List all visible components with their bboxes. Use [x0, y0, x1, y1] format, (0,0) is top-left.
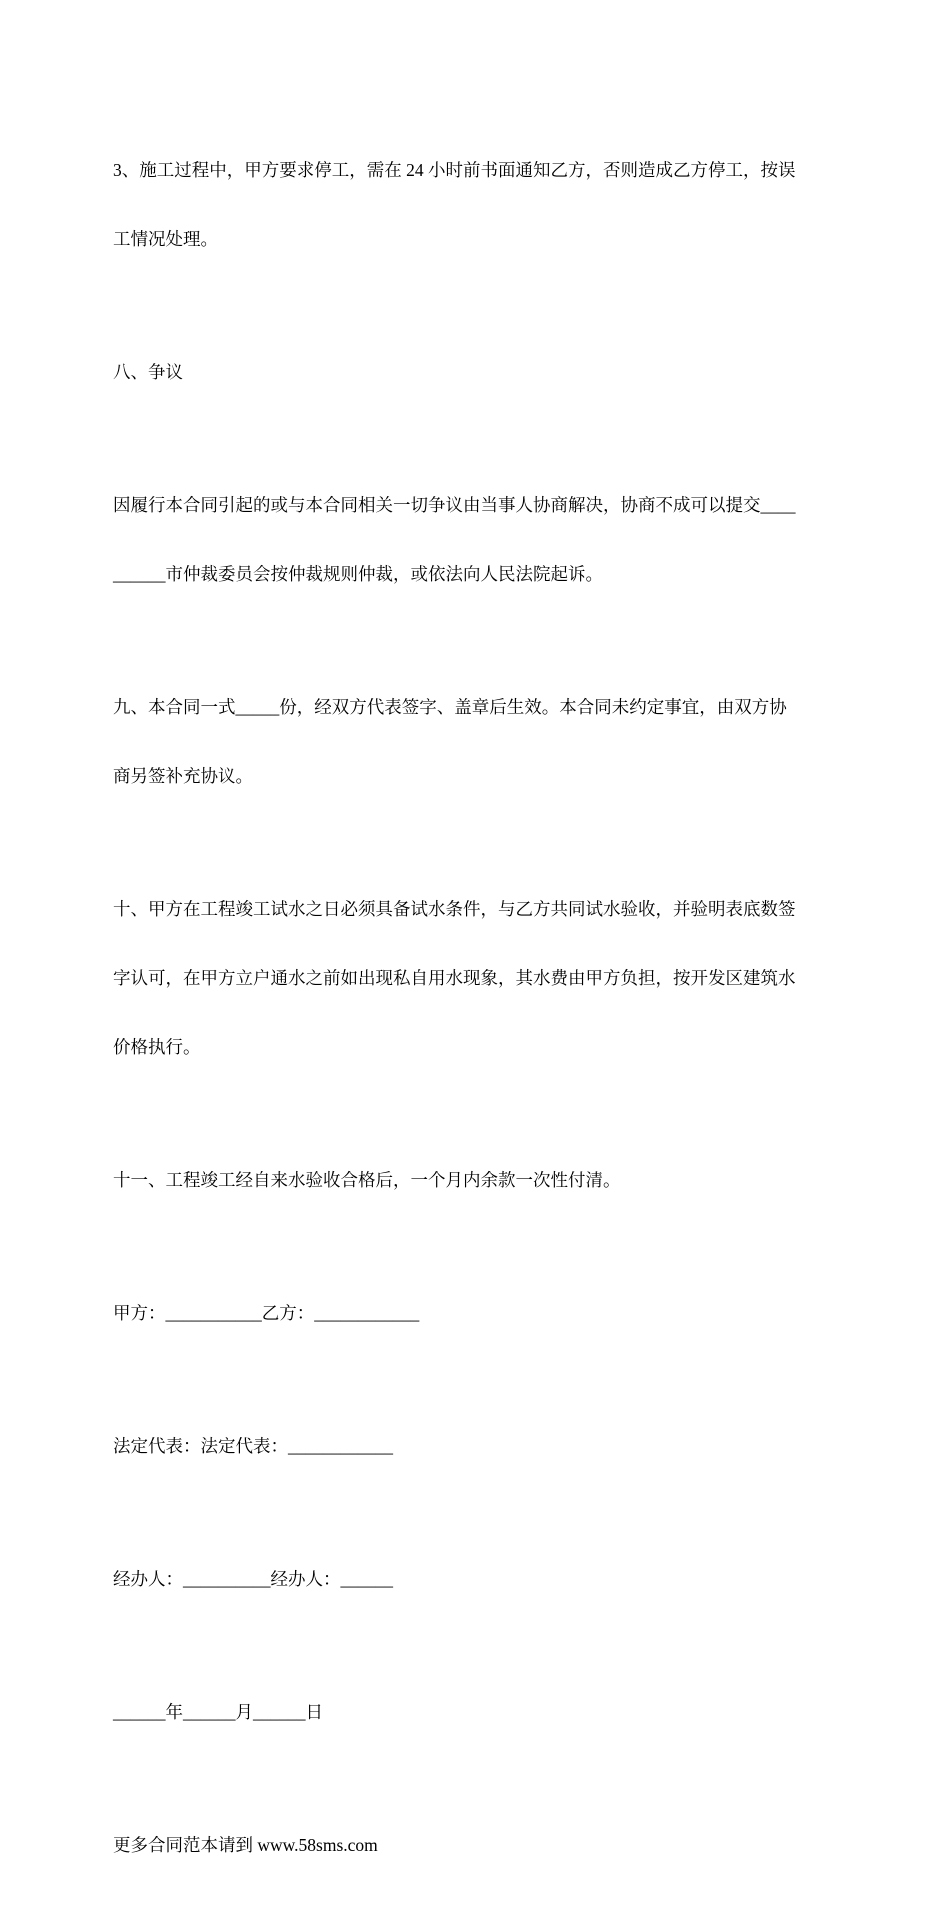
handler-line [113, 1522, 839, 1637]
text-line: 价格执行。 [113, 1037, 201, 1057]
section-heading-dispute [113, 315, 839, 430]
text-line: 因履行本合同引起的或与本合同相关一切争议由当事人协商解决，协商不成可以提交____ [113, 495, 796, 515]
text-line: 十一、工程竣工经自来水验收合格后，一个月内余款一次性付清。 [113, 1170, 621, 1190]
text-line: 八、争议 [113, 362, 183, 382]
text-line: 甲方：___________乙方：____________ [113, 1303, 420, 1323]
text-line: 字认可，在甲方立户通水之前如出现私自用水现象，其水费由甲方负担，按开发区建筑水 [113, 968, 796, 988]
party-signature-line [113, 1256, 839, 1371]
text-line: 经办人：__________经办人：______ [113, 1569, 393, 1589]
text-line: 九、本合同一式_____份，经双方代表签字、盖章后生效。本合同未约定事宜，由双方协 [113, 697, 787, 717]
text-line: 工情况处理。 [113, 229, 218, 249]
text-line: ______市仲裁委员会按仲裁规则仲裁，或依法向人民法院起诉。 [113, 564, 603, 584]
dispute-clause [113, 448, 839, 632]
text-line: 更多合同范本请到 www.58sms.com [113, 1835, 378, 1855]
clause-9-copies [113, 650, 839, 834]
text-line: ______年______月______日 [113, 1702, 323, 1722]
text-line: 商另签补充协议。 [113, 766, 253, 786]
clause-11-payment [113, 1123, 839, 1238]
clause-10-water-test [113, 852, 839, 1105]
text-line: 3、施工过程中，甲方要求停工，需在 24 小时前书面通知乙方，否则造成乙方停工，按误 [113, 160, 796, 180]
document-page [113, 113, 839, 1921]
text-line: 法定代表：法定代表：____________ [113, 1436, 393, 1456]
clause-3-stop-work [113, 113, 839, 297]
footer-more-templates [113, 1788, 839, 1903]
text-line: 十、甲方在工程竣工试水之日必须具备试水条件，与乙方共同试水验收，并验明表底数签 [113, 899, 796, 919]
legal-representative-line [113, 1389, 839, 1504]
date-line [113, 1655, 839, 1770]
